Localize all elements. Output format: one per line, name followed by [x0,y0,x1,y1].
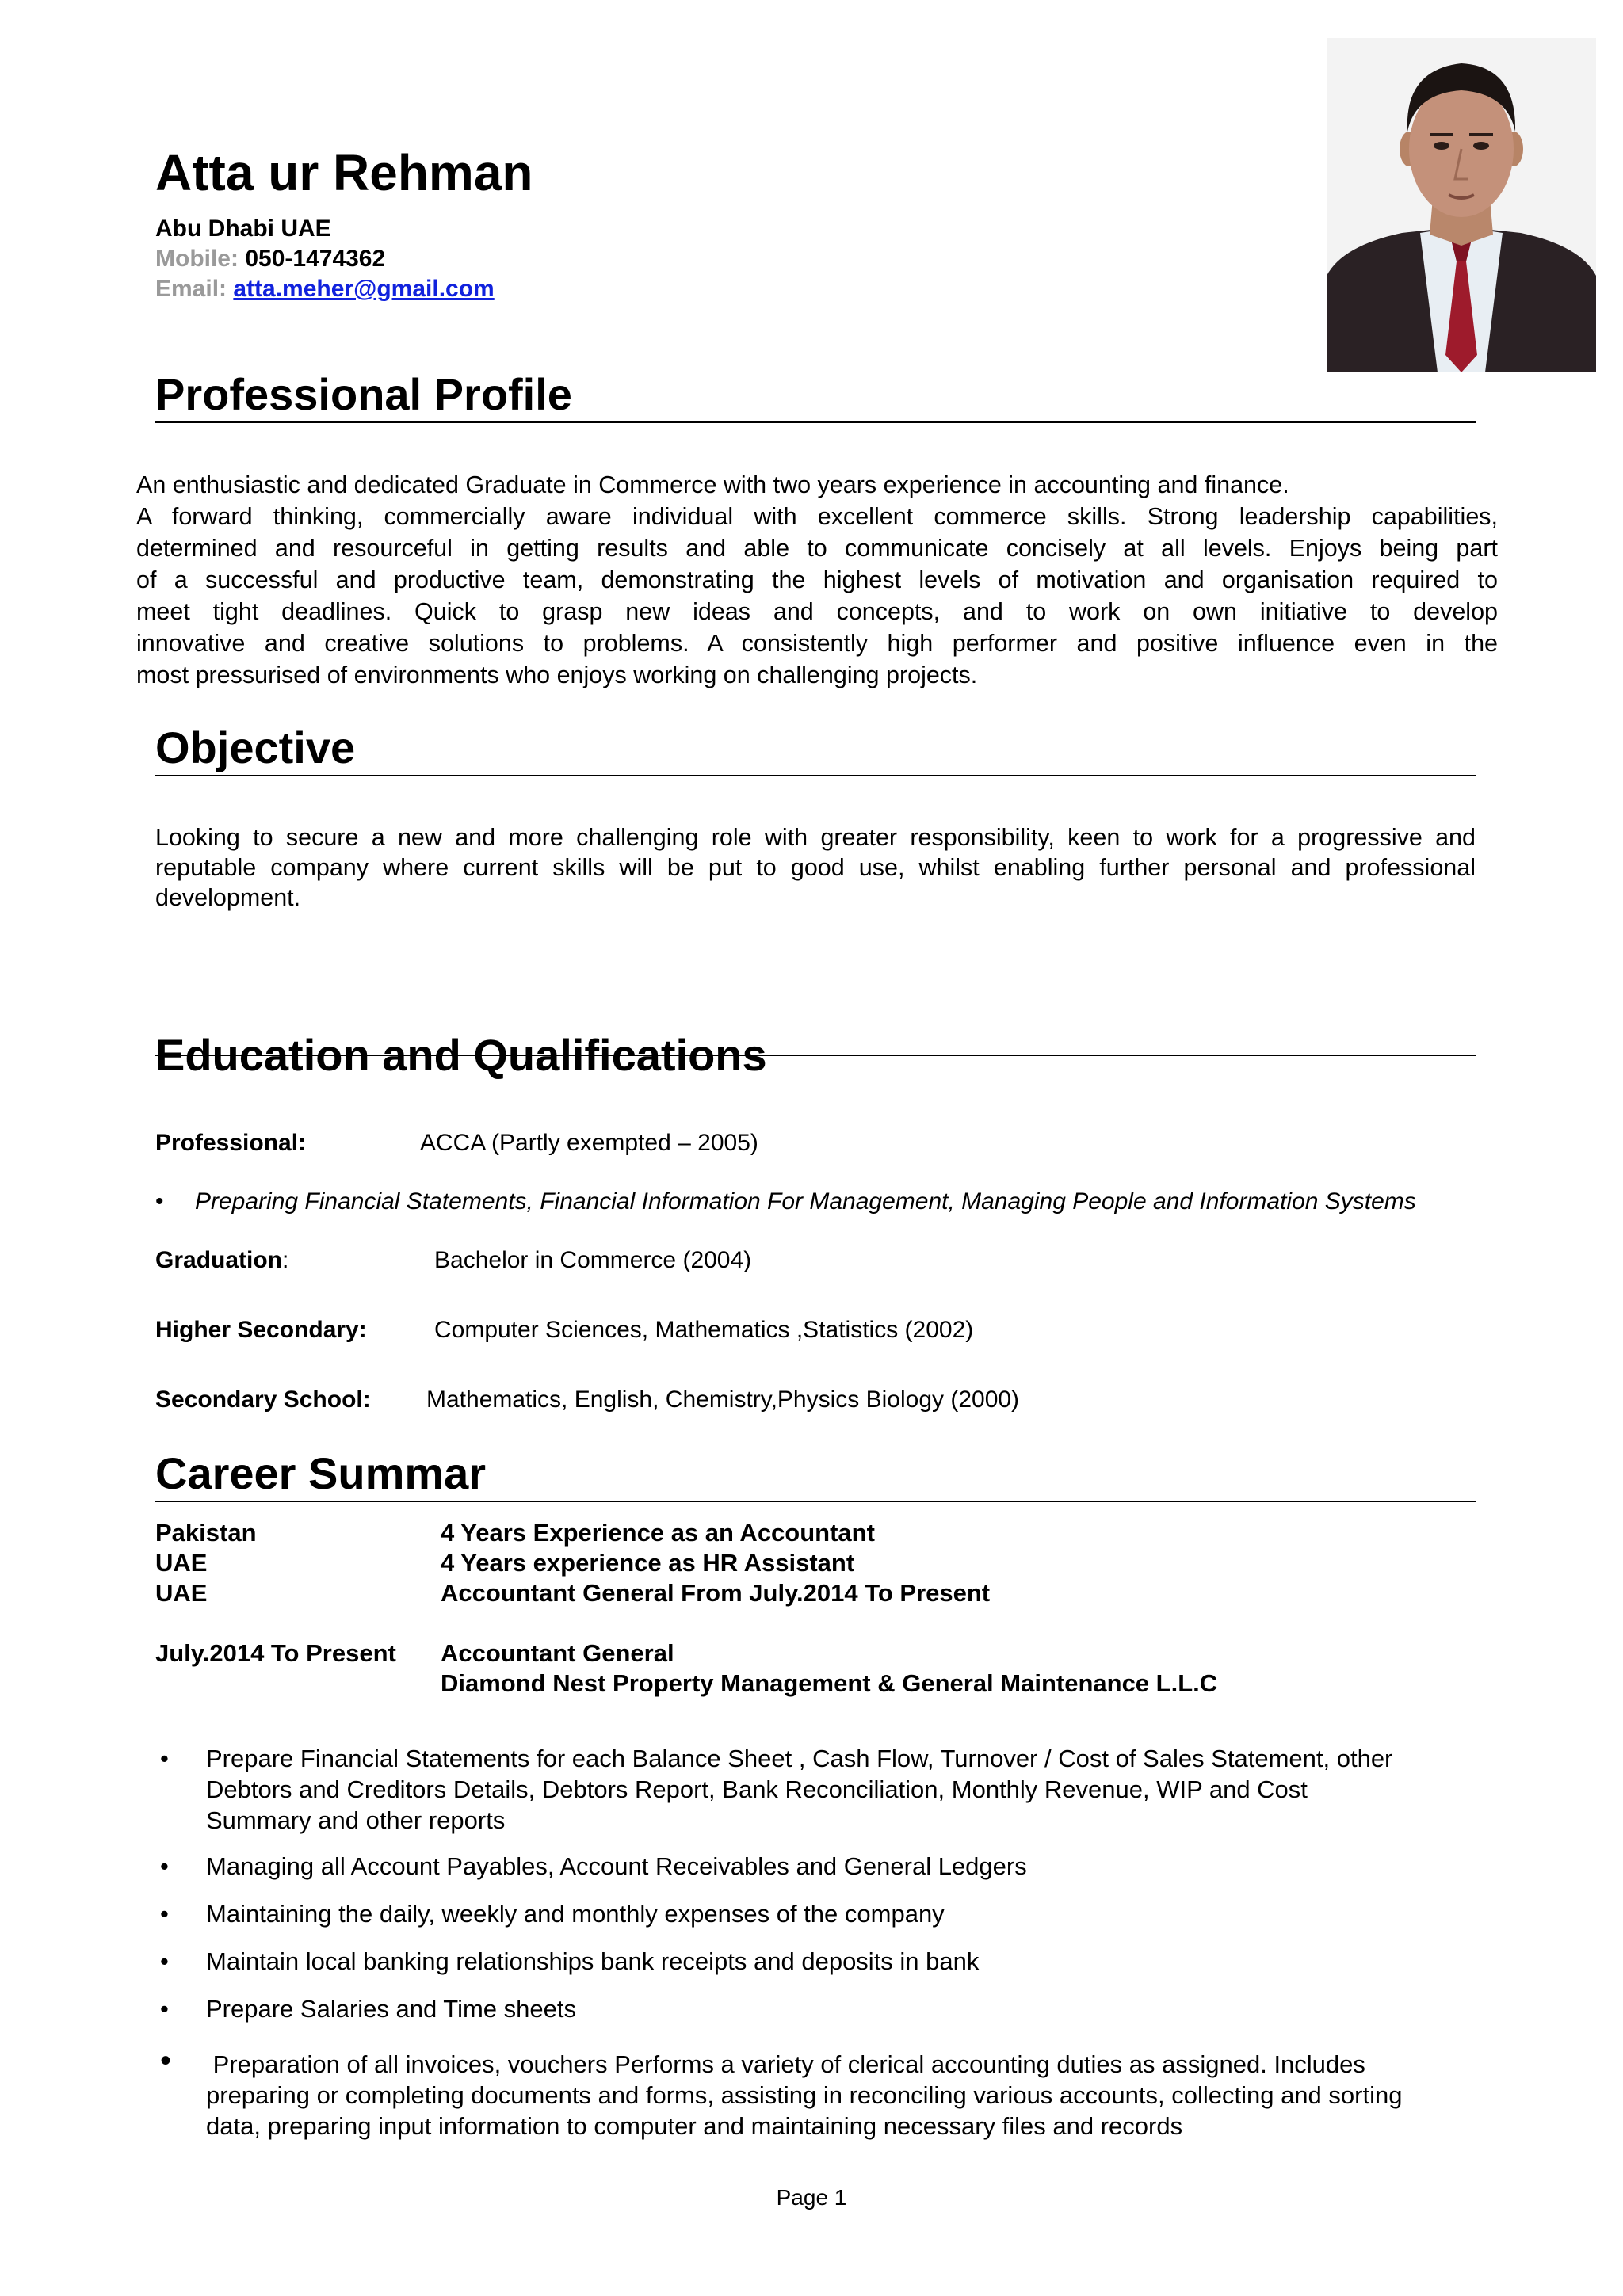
duty-text [206,1946,1476,1977]
objective-heading: Objective [155,721,1476,776]
graduation-label-text: Graduation [155,1247,283,1273]
bullet-dot: • [160,1852,169,1880]
mobile-label: Mobile: [155,246,239,272]
duty-item [155,1898,1476,1929]
profile-line: of a successful and productive team, demonstrating the highest levels of motivation and organisation required to [136,566,1498,593]
profile-line: An enthusiastic and dedicated Graduate in Commerce with two years experience in accounting and finance. [136,471,1289,498]
profile-line: most pressurised of environments who enjoys working on challenging projects. [136,662,978,688]
graduation-label [155,1245,288,1276]
professional-label: Professional: [155,1130,307,1156]
profile-line: meet tight deadlines. Quick to grasp new ideas and concepts, and to work on own initiative to develop [136,598,1498,625]
email-line [155,274,495,304]
duty-line: Prepare Salaries and Time sheets [206,1995,576,2023]
duty-line: Maintain local banking relationships bank receipts and deposits in bank [206,1947,980,1975]
secondary-value: Mathematics, English, Chemistry,Physics Biology (2000) [426,1386,1020,1413]
duty-line: Managing all Account Payables, Account Receivables and General Ledgers [206,1852,1027,1880]
objective-line: Looking to secure a new and more challenging role with greater responsibility, keen to work for a progressive and [155,824,1476,851]
bullet-dot: • [160,1947,169,1975]
duty-line: Prepare Financial Statements for each Balance Sheet , Cash Flow, Turnover / Cost of Sales Statement, other [206,1745,1393,1772]
profile-line: A forward thinking, commercially aware individual with excellent commerce skills. Strong leadership capabilities, [136,503,1498,530]
bullet-dot: • [160,2043,172,2078]
career-place: Pakistan [155,1519,257,1547]
profile-heading: Professional Profile [155,368,1476,423]
email-link[interactable]: atta.meher@gmail.com [233,276,495,302]
higher-secondary-value: Computer Sciences, Mathematics ,Statistics (2002) [434,1317,974,1343]
professional-value: ACCA (Partly exempted – 2005) [420,1130,758,1156]
candidate-name: Atta ur Rehman [155,144,533,201]
duty-line: Debtors and Creditors Details, Debtors Report, Bank Reconciliation, Monthly Revenue, WIP and Cost [206,1775,1308,1803]
career-role: 4 Years experience as HR Assistant [441,1549,855,1577]
bullet-dot: • [155,1188,164,1215]
duty-text [206,1993,1476,2024]
career-place: UAE [155,1579,208,1607]
email-label: Email: [155,276,227,302]
bullet-dot: • [160,1745,169,1772]
duty-line: Summary and other reports [206,1806,506,1834]
mobile-number: 050-1474362 [245,246,386,272]
graduation-value: Bachelor in Commerce (2004) [434,1247,752,1273]
duty-text [206,1851,1476,1882]
page-number: Page 1 [776,2185,847,2210]
duty-item [155,2043,1476,2142]
current-company: Diamond Nest Property Management & General Maintenance L.L.C [441,1669,1218,1697]
duty-line: preparing or completing documents and forms, assisting in reconciling various accounts, collecting and sorting [206,2081,1403,2109]
objective-paragraph [155,822,1476,913]
bullet-dot: • [160,1995,169,2023]
duty-item [155,1946,1476,1977]
duty-text [206,2049,1476,2142]
higher-secondary-label: Higher Secondary: [155,1317,367,1343]
profile-photo-image [1327,38,1596,372]
duty-line: Preparation of all invoices, vouchers Performs a variety of clerical accounting duties as assigned. Includes [206,2050,1365,2078]
professional-bullet-text: Preparing Financial Statements, Financial Information For Management, Managing People and Information Systems [195,1188,1416,1215]
duty-line: Maintaining the daily, weekly and monthly expenses of the company [206,1900,945,1928]
mobile-line [155,244,385,274]
bullet-dot: • [160,1900,169,1928]
education-heading-rule [155,1055,1476,1056]
duty-item [155,1851,1476,1882]
career-role: Accountant General From July.2014 To Present [441,1579,991,1607]
duty-text [206,1743,1476,1836]
profile-line: innovative and creative solutions to problems. A consistently high performer and positive influence even in the [136,630,1498,657]
objective-line: reputable company where current skills will be put to good use, whilst enabling further personal and professional [155,854,1476,881]
objective-line: development. [155,884,301,911]
career-heading: Career Summar [155,1447,1476,1502]
location: Abu Dhabi UAE [155,215,331,242]
secondary-label: Secondary School: [155,1386,371,1413]
career-place: UAE [155,1549,208,1577]
current-period: July.2014 To Present [155,1639,396,1667]
duty-text [206,1898,1476,1929]
profile-line: determined and resourceful in getting results and able to communicate concisely at all levels. Enjoys being part [136,535,1498,562]
duty-item [155,1993,1476,2024]
profile-paragraph [136,469,1498,691]
duty-line: data, preparing input information to computer and maintaining necessary files and records [206,2112,1183,2140]
career-role: 4 Years Experience as an Accountant [441,1519,875,1547]
current-title: Accountant General [441,1639,674,1667]
duty-item [155,1743,1476,1836]
graduation-colon: : [282,1247,289,1273]
education-heading: Education and Qualifications [155,1030,767,1080]
profile-photo [1327,38,1596,372]
